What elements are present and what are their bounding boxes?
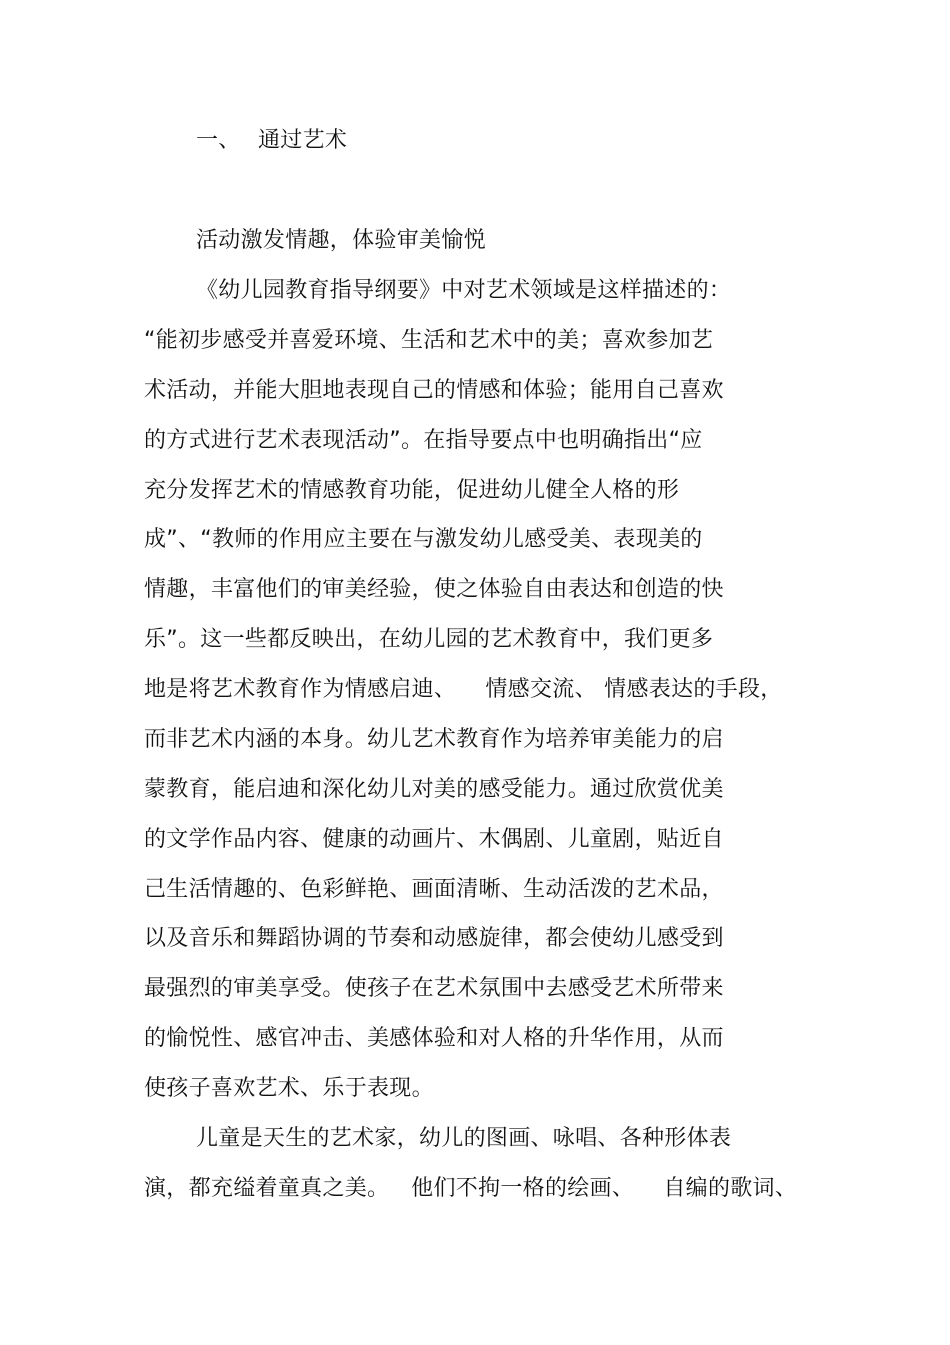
paragraph-line: 的方式进行艺术表现活动”。在指导要点中也明确指出“应 (144, 428, 703, 453)
paragraph-line: 蒙教育，能启迪和深化幼儿对美的感受能力。通过欣赏优美 (144, 777, 724, 802)
paragraph-line: 最强烈的审美享受。使孩子在艺术氛围中去感受艺术所带来 (144, 976, 724, 1001)
paragraph-line: 己生活情趣的、色彩鲜艳、画面清晰、生动活泼的艺术品， (144, 877, 724, 902)
paragraph-line: 使孩子喜欢艺术、乐于表现。 (144, 1076, 434, 1101)
paragraph-line: 成”、“教师的作用应主要在与激发幼儿感受美、表现美的 (144, 527, 703, 552)
subheading: 活动激发情趣，体验审美愉悦 (196, 228, 486, 253)
paragraph-line: 的愉悦性、感官冲击、美感体验和对人格的升华作用，从而 (144, 1026, 724, 1051)
section-heading: 通过艺术 (258, 128, 348, 153)
paragraph-line: 而非艺术内涵的本身。幼儿艺术教育作为培养审美能力的启 (144, 727, 724, 752)
paragraph-line: 乐”。这一些都反映出，在幼儿园的艺术教育中，我们更多 (144, 627, 714, 652)
paragraph-line: 演，都充缢着童真之美。 他们不拘一格的绘画、 自编的歌词、 (144, 1176, 798, 1201)
paragraph-line: 充分发挥艺术的情感教育功能，促进幼儿健全人格的形 (144, 478, 680, 503)
paragraph-line: 情趣，丰富他们的审美经验，使之体验自由表达和创造的快 (144, 577, 724, 602)
paragraph-line: 术活动，并能大胆地表现自己的情感和体验；能用自己喜欢 (144, 378, 724, 403)
paragraph-line: 儿童是天生的艺术家，幼儿的图画、咏唱、各种形体表 (196, 1126, 732, 1151)
section-number: 一、 (196, 128, 241, 153)
paragraph-line: 地是将艺术教育作为情感启迪、 情感交流、 情感表达的手段， (144, 677, 783, 702)
paragraph-line: 以及音乐和舞蹈协调的节奏和动感旋律，都会使幼儿感受到 (144, 926, 724, 951)
paragraph-line: “能初步感受并喜爱环境、生活和艺术中的美；喜欢参加艺 (144, 328, 714, 353)
paragraph-line: 《幼儿园教育指导纲要》中对艺术领域是这样描述的： (196, 278, 732, 303)
paragraph-line: 的文学作品内容、健康的动画片、木偶剧、儿童剧，贴近自 (144, 827, 724, 852)
